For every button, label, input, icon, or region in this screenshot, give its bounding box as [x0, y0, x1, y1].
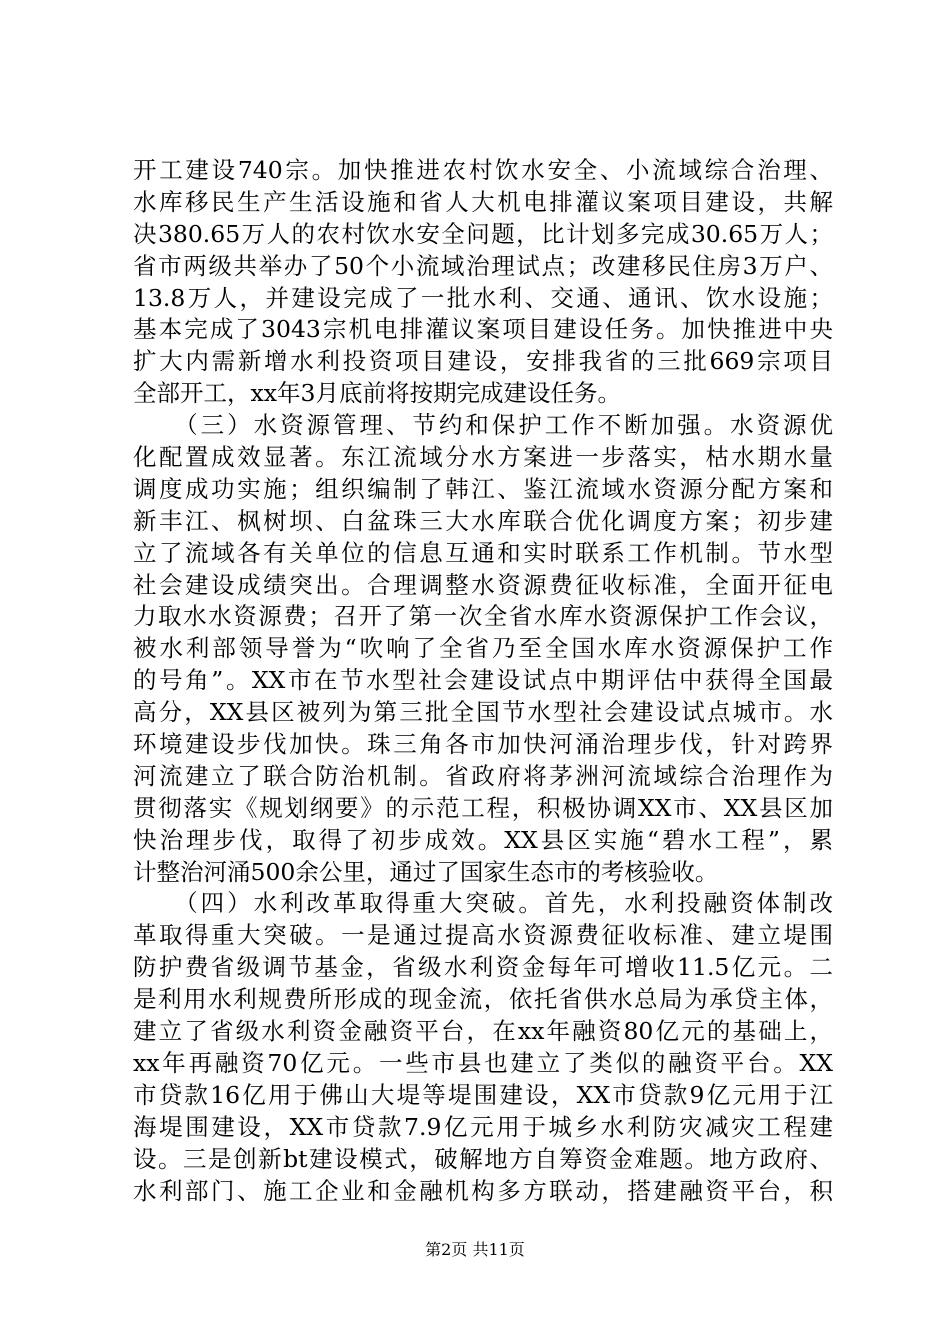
text-line: 高分，XX县区被列为第三批全国节水型社会建设试点城市。水 — [133, 698, 833, 727]
text-line: 海堤围建设，XX市贷款7.9亿元用于城乡水利防灾减灾工程建 — [133, 1112, 833, 1141]
text-line: 河流建立了联合防治机制。省政府将茅洲河流域综合治理作为 — [133, 761, 833, 790]
text-line: 的号角”。XX市在节水型社会建设试点中期评估中获得全国最 — [133, 666, 833, 695]
text-line: 水利部门、施工企业和金融机构多方联动，搭建融资平台，积 — [133, 1176, 833, 1205]
text-line: 基本完成了3043宗机电排灌议案项目建设任务。加快推进中央 — [133, 315, 833, 344]
text-line: 贯彻落实《规划纲要》的示范工程，积极协调XX市、XX县区加 — [133, 793, 833, 822]
text-line: 立了流域各有关单位的信息互通和实时联系工作机制。节水型 — [133, 538, 833, 567]
text-line: 水库移民生产生活设施和省人大机电排灌议案项目建设，共解 — [133, 187, 833, 216]
text-line: 决380.65万人的农村饮水安全问题，比计划多完成30.65万人； — [133, 219, 833, 248]
text-line: 调度成功实施；组织编制了韩江、鉴江流域水资源分配方案和 — [133, 474, 833, 503]
text-line: 建立了省级水利资金融资平台，在xx年融资80亿元的基础上， — [133, 1017, 833, 1046]
text-line: 全部开工，xx年3月底前将按期完成建设任务。 — [133, 379, 621, 408]
text-line: 被水利部领导誉为“吹响了全省乃至全国水库水资源保护工作 — [133, 634, 833, 663]
text-line: 力取水水资源费；召开了第一次全省水库水资源保护工作会议， — [133, 602, 833, 631]
text-line: 开工建设740宗。加快推进农村饮水安全、小流域综合治理、 — [133, 156, 833, 184]
text-line: 革取得重大突破。一是通过提高水资源费征收标准、建立堤围 — [133, 921, 833, 950]
text-line: （四）水利改革取得重大突破。首先，水利投融资体制改 — [133, 889, 833, 918]
text-line: 社会建设成绩突出。合理调整水资源费征收标准，全面开征电 — [133, 570, 833, 599]
text-line: 扩大内需新增水利投资项目建设，安排我省的三批669宗项目 — [133, 347, 833, 376]
document-body — [133, 155, 833, 1207]
text-line: 13.8万人，并建设完成了一批水利、交通、通讯、饮水设施； — [133, 283, 833, 312]
text-line: 省市两级共举办了50个小流域治理试点；改建移民住房3万户、 — [133, 251, 833, 280]
text-line: 是利用水利规费所形成的现金流，依托省供水总局为承贷主体， — [133, 985, 833, 1014]
text-line: 环境建设步伐加快。珠三角各市加快河涌治理步伐，针对跨界 — [133, 730, 833, 759]
text-line: 计整治河涌500余公里，通过了国家生态市的考核验收。 — [133, 857, 719, 886]
text-line: 设。三是创新bt建设模式，破解地方自筹资金难题。地方政府、 — [133, 1144, 833, 1173]
text-line: 防护费省级调节基金，省级水利资金每年可增收11.5亿元。二 — [133, 953, 833, 982]
text-line: （三）水资源管理、节约和保护工作不断加强。水资源优 — [133, 411, 833, 440]
text-line: xx年再融资70亿元。一些市县也建立了类似的融资平台。XX — [133, 1048, 833, 1077]
text-line: 市贷款16亿用于佛山大堤等堤围建设，XX市贷款9亿元用于江 — [133, 1080, 833, 1109]
text-line: 化配置成效显著。东江流域分水方案进一步落实，枯水期水量 — [133, 443, 833, 472]
text-line: 新丰江、枫树坝、白盆珠三大水库联合优化调度方案；初步建 — [133, 506, 833, 535]
text-line: 快治理步伐，取得了初步成效。XX县区实施“碧水工程”，累 — [133, 825, 833, 854]
page-footer: 第2页 共11页 — [425, 1240, 525, 1259]
